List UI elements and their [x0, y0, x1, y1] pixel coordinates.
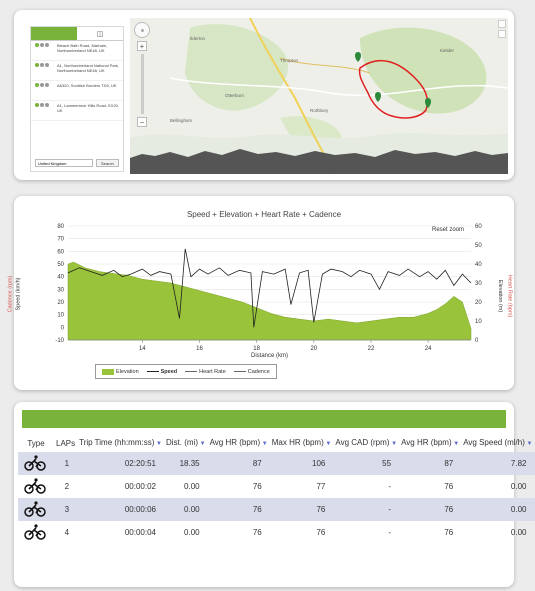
y-right-tick-label: 60: [475, 224, 482, 230]
y-right-tick-label: 30: [475, 281, 482, 287]
column-header[interactable]: [270, 436, 334, 452]
legend-swatch: [147, 371, 159, 372]
place-label: Rothbury: [310, 108, 329, 113]
elevation-area: [68, 262, 471, 340]
cell-dist: 0.00: [184, 482, 200, 491]
cell-avg-hr2: 76: [444, 482, 454, 491]
place-label: Otterburn: [225, 93, 245, 98]
cell-max-hr: 76: [270, 498, 334, 521]
chart-card: [7, 196, 514, 390]
column-header-label: Avg HR (bpm): [401, 438, 452, 447]
cell-avg-speed: 7.82: [461, 452, 534, 475]
tab-waypoints[interactable]: [31, 27, 77, 40]
y-left-tick-label: 10: [57, 312, 64, 319]
cell-max-hr: 106: [270, 452, 334, 475]
cell-trip-time: 00:00:02: [124, 482, 156, 491]
legend-label: Cadence: [247, 368, 270, 375]
map-pin: [375, 92, 381, 102]
map-type-button[interactable]: [498, 20, 506, 28]
y-right-tick-label: 40: [475, 262, 482, 268]
cell-dist: 0.00: [164, 498, 208, 521]
cell-avg-hr: 76: [252, 482, 262, 491]
legend-item-speed[interactable]: [147, 369, 178, 375]
cell-avg-speed: 0.00: [510, 482, 527, 491]
waypoint-item[interactable]: [31, 101, 123, 121]
laps-card: [14, 402, 533, 587]
cell-avg-speed: 0.00: [510, 528, 527, 537]
legend-item-heart-rate[interactable]: [185, 369, 226, 375]
y-right-tick-label: 20: [475, 300, 482, 306]
left-axis-title-inner: Speed (km/h): [15, 277, 22, 311]
x-tick-label: 20: [310, 346, 318, 352]
sort-arrow-icon[interactable]: ▼: [451, 441, 460, 447]
search-button[interactable]: Search: [96, 159, 119, 167]
column-header[interactable]: [164, 436, 208, 452]
place-label: Thropton: [280, 58, 299, 63]
cell-avg-cad: 55: [333, 452, 399, 475]
place-label: Ilderton: [190, 36, 206, 41]
waypoint-item[interactable]: [31, 41, 123, 61]
x-axis-title: Distance (km): [250, 353, 289, 359]
y-left-tick-label: 80: [57, 224, 64, 230]
type-cell: [18, 498, 54, 521]
cell-avg-hr: 76: [208, 498, 270, 521]
route-panel: [30, 26, 124, 172]
legend-swatch: [185, 371, 197, 372]
x-tick-label: 16: [196, 346, 203, 352]
route-tabs: [31, 27, 123, 41]
place-label: Kielder: [440, 48, 455, 53]
map-canvas: [130, 18, 508, 174]
cell-lap: 4: [64, 528, 70, 537]
cell-lap: 3: [54, 498, 77, 521]
cell-avg-speed: 0.00: [461, 498, 534, 521]
sort-arrow-icon[interactable]: ▼: [524, 441, 533, 447]
cell-avg-hr2: 76: [399, 498, 461, 521]
laps-table: [18, 436, 535, 544]
map-controls: [134, 22, 150, 127]
legend-swatch: [102, 369, 114, 375]
column-header[interactable]: [399, 436, 461, 452]
legend-label: Elevation: [116, 368, 139, 375]
legend-item-cadence[interactable]: [234, 369, 270, 375]
column-header-label: Trip Time (hh:mm:ss): [79, 438, 155, 447]
map-type-button[interactable]: [498, 30, 506, 38]
waypoint-address: A6320, Scottish Borders TD9, UK: [57, 83, 117, 88]
table-header-row: [18, 436, 535, 452]
column-header: [18, 436, 54, 452]
chart-title: Speed + Elevation + Heart Rate + Cadence: [186, 210, 342, 219]
column-header[interactable]: [77, 436, 164, 452]
cell-dist: 0.00: [184, 528, 200, 537]
legend-swatch: [234, 371, 246, 372]
waypoint-address: Bleach Bath Road, Marham, Northumberland NE48, UK: [57, 43, 108, 53]
laps-header-band: [22, 410, 506, 428]
waypoint-address: A1, Northumberland National Park, Northumberland NE48, UK: [57, 63, 120, 73]
sort-arrow-icon[interactable]: ▼: [260, 441, 268, 447]
cell-max-hr: 76: [316, 528, 326, 537]
right-axis-title-outer: Heart Rate (bpm): [506, 274, 513, 318]
column-header[interactable]: [208, 436, 270, 452]
cell-trip-time: 00:00:06: [77, 498, 164, 521]
pan-control[interactable]: [134, 22, 150, 38]
route-map-card: [14, 10, 514, 180]
waypoint-icons: [35, 103, 57, 107]
cell-lap: 2: [64, 482, 70, 491]
y-left-tick-label: 40: [57, 274, 64, 281]
cell-lap: 1: [54, 452, 77, 475]
table-row[interactable]: [18, 452, 535, 475]
column-header[interactable]: [333, 436, 399, 452]
column-header-label: Avg Speed (ml/h): [463, 438, 525, 447]
zoom-slider[interactable]: [141, 54, 144, 114]
y-left-tick-label: 20: [57, 300, 64, 306]
zoom-in-button[interactable]: +: [137, 41, 147, 51]
y-left-tick-label: 30: [57, 287, 64, 294]
y-left-tick-label: -10: [55, 338, 64, 344]
sort-arrow-icon[interactable]: ▼: [323, 441, 332, 447]
x-tick-label: 14: [138, 346, 146, 352]
waypoint-address: A1, Lammermuir Hills Road, EX20, UK: [57, 103, 120, 113]
column-header-label: Type: [27, 439, 45, 448]
waypoint-icons: [35, 63, 57, 67]
sort-arrow-icon[interactable]: ▼: [389, 441, 398, 447]
chart-plot[interactable]: [14, 196, 514, 390]
table-row[interactable]: [18, 521, 535, 544]
column-header-label: Max HR (bpm): [271, 438, 324, 447]
cell-avg-cad: -: [388, 528, 392, 537]
y-left-tick-label: 60: [57, 249, 64, 256]
x-tick-label: 22: [367, 346, 375, 352]
column-header-label: Avg HR (bpm): [209, 438, 261, 447]
type-cell: [18, 521, 54, 544]
column-header: [54, 436, 77, 452]
map-side-controls: [498, 20, 506, 38]
sort-arrow-icon[interactable]: ▼: [154, 441, 162, 447]
cell-trip-time: 02:20:51: [77, 452, 164, 475]
cell-avg-hr: 87: [208, 452, 270, 475]
cell-max-hr: 77: [316, 482, 326, 491]
type-cell: [18, 475, 54, 498]
waypoint-item[interactable]: [31, 81, 123, 101]
map-view[interactable]: [130, 18, 508, 174]
table-row[interactable]: [18, 475, 535, 498]
cyclist-icon: [24, 501, 46, 517]
cell-avg-hr2: 76: [444, 528, 454, 537]
location-search: [35, 159, 119, 167]
cell-avg-hr: 76: [252, 528, 262, 537]
location-search-input[interactable]: [35, 159, 93, 167]
tab-layers[interactable]: ◫: [96, 30, 104, 38]
table-row[interactable]: [18, 498, 535, 521]
cyclist-icon: [24, 455, 46, 471]
y-right-tick-label: 10: [475, 319, 482, 325]
table-body: [18, 452, 535, 544]
x-tick-label: 24: [424, 346, 432, 352]
column-header[interactable]: [461, 436, 534, 452]
cyclist-icon: [24, 478, 46, 494]
map-pin: [355, 52, 361, 62]
waypoint-item[interactable]: [31, 61, 123, 81]
waypoint-icons: [35, 43, 57, 47]
place-label: Bellingham: [170, 118, 193, 123]
column-header-label: Dist. (mi): [166, 438, 198, 447]
y-left-tick-label: 70: [57, 236, 64, 243]
y-right-tick-label: 0: [475, 338, 479, 344]
legend-label: Speed: [160, 368, 178, 375]
cell-avg-cad: -: [333, 498, 399, 521]
sort-arrow-icon[interactable]: ▼: [198, 441, 206, 447]
y-left-tick-label: 0: [60, 325, 64, 332]
left-axis-title-outer: Cadence (rpm): [7, 275, 14, 313]
cell-dist: 18.35: [164, 452, 208, 475]
reset-zoom-button[interactable]: Reset zoom: [432, 227, 465, 233]
zoom-out-button[interactable]: −: [137, 117, 147, 127]
y-left-tick-label: 50: [57, 262, 64, 268]
type-cell: [18, 452, 54, 475]
right-axis-title-inner: Elevation (m): [497, 279, 504, 313]
waypoint-icons: [35, 83, 57, 87]
cell-avg-hr2: 87: [399, 452, 461, 475]
column-header-label: LAPs: [56, 439, 76, 448]
column-header-label: Avg CAD (rpm): [335, 438, 390, 447]
legend-item-elevation[interactable]: [102, 369, 139, 375]
cell-trip-time: 00:00:04: [124, 528, 156, 537]
x-tick-label: 18: [253, 346, 260, 352]
legend-label: Heart Rate: [199, 368, 226, 375]
y-right-tick-label: 50: [475, 243, 482, 249]
cyclist-icon: [24, 524, 46, 540]
chart-legend: [95, 364, 277, 379]
cell-avg-cad: -: [388, 482, 392, 491]
